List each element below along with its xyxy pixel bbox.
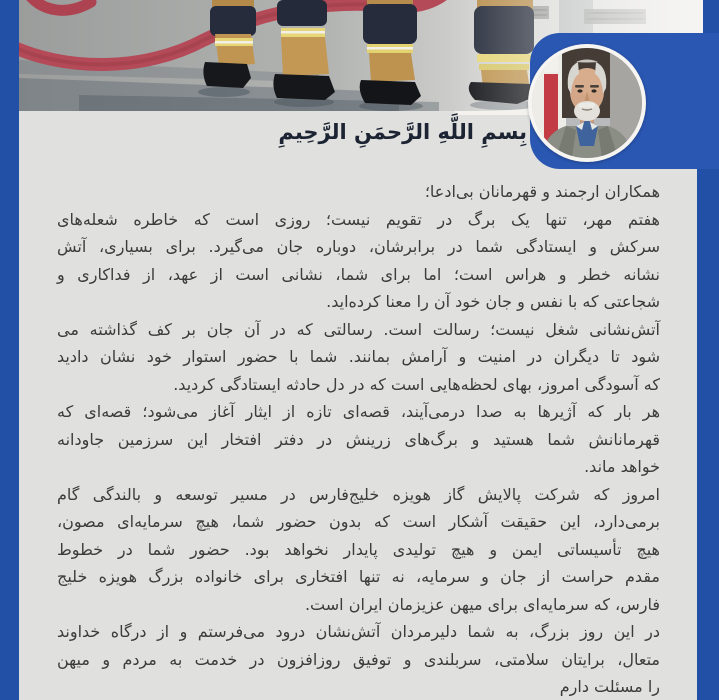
letter-line: برمی‌دارد، این حقیقت آشکار است که بدون حضور شما، هیچ سرمایه‌ای مصون،: [57, 512, 660, 531]
letter-line: نشانه خطر و هراس است؛ اما برای شما، نشانی است از عهد، از فداکاری و: [57, 264, 660, 284]
letter-body: [57, 178, 660, 700]
letter-line: قهرمانانش شما هستید و برگ‌های زرینش در دفتر افتخار این سرزمین جاودانه: [57, 429, 660, 449]
letter-line: را مسئلت دارم: [559, 677, 660, 696]
letter-line: شجاعتی که با نفس و جان خود آن را معنا کرده‌اید.: [326, 292, 660, 311]
bismillah-heading: بِسمِ اللَّهِ الرَّحمَنِ الرَّحِیمِ: [278, 120, 527, 144]
letter-line: هیچ تأسیساتی ایمن و هیچ تولیدی پایدار نخواهد بود. حضور شما در خطوط: [57, 539, 660, 559]
letter-line: همکاران ارجمند و قهرمانان بی‌ادعا؛: [424, 182, 660, 201]
letter-line: که آسودگی امروز، بهای لحظه‌هایی است که در دل حادثه ایستادگی کردید.: [173, 374, 660, 394]
letter-line: مقدم حراست از جان و سرمایه، نه تنها افتخاری برای خانواده بزرگ هویزه خلیج: [57, 567, 660, 586]
avatar-ring: [528, 44, 646, 162]
portrait-graphic: [532, 48, 642, 158]
letter-line: هفتم مهر، تنها یک برگ در تقویم نیست؛ روزی است که خاطره شعله‌های: [57, 209, 660, 229]
letter-line: فارس، که سرمایه‌ای برای میهن عزیزمان ایران است.: [304, 594, 660, 614]
letter-line: در این روز بزرگ، به شما دلیرمردان آتش‌نشان درود می‌فرستم و از درگاه خداوند: [57, 622, 660, 641]
official-portrait-avatar: [532, 48, 642, 158]
letter-line: امروز که شرکت پالایش گاز هویزه خلیج‌فارس در مسیر توسعه و بالندگی گام: [57, 484, 660, 504]
letter-line: خواهد ماند.: [584, 457, 660, 476]
letter-line: آتش‌نشانی شغل نیست؛ رسالت است. رسالتی که در آن جان بر کف گذاشته می: [57, 319, 660, 339]
letter-line: متعال، برایتان سلامتی، سربلندی و توفیق روزافزون در خدمت به مردم و میهن: [57, 649, 660, 669]
letter-line: شود تا دیگران در امنیت و آرامش بمانند. شما با حضور استوار خود نشان دادید: [57, 347, 660, 366]
letter-line: هر بار که آژیرها به صدا درمی‌آیند، قصه‌ای تازه از ایثار آغاز می‌شود؛ قصه‌ای که: [57, 402, 660, 421]
letter-line: سرکش و ایستادگی شما در برابرشان، دوباره جان می‌گیرد. برای بسیاری، آتش: [57, 237, 660, 256]
